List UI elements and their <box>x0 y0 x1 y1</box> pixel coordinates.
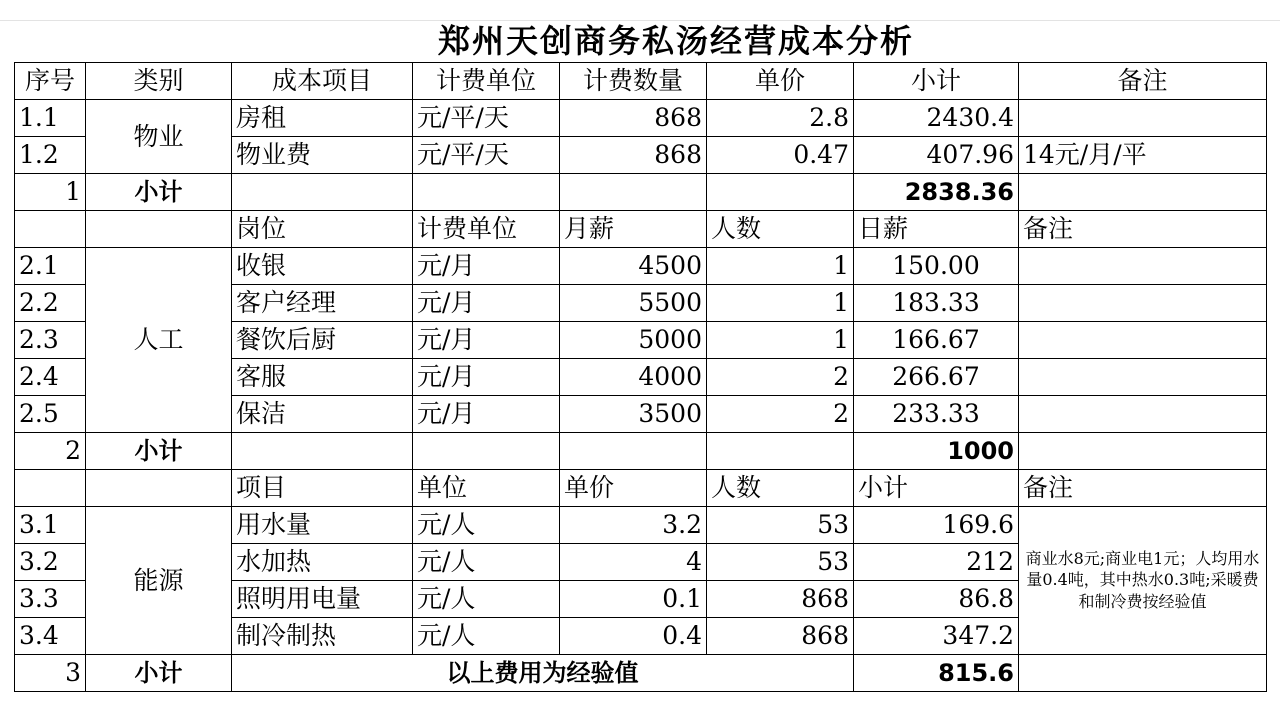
cell-unit[interactable]: 元/月 <box>413 358 560 395</box>
cell-no[interactable]: 3.4 <box>15 617 86 654</box>
cell-item[interactable]: 客户经理 <box>232 284 413 321</box>
cell-count[interactable]: 53 <box>707 543 854 580</box>
title-row <box>15 20 1267 62</box>
cell-empty[interactable] <box>1019 654 1267 691</box>
cell-no[interactable]: 3.3 <box>15 580 86 617</box>
table-row <box>15 247 1267 284</box>
cell-unit[interactable]: 元/人 <box>413 543 560 580</box>
cell-item[interactable]: 保洁 <box>232 395 413 432</box>
cell-count[interactable]: 1 <box>707 284 854 321</box>
cell-unit[interactable]: 元/人 <box>413 580 560 617</box>
cell-unit[interactable]: 元/月 <box>413 247 560 284</box>
cell-daily[interactable]: 166.67 <box>854 321 1019 358</box>
cell-item[interactable]: 制冷制热 <box>232 617 413 654</box>
subheader-remark[interactable]: 备注 <box>1019 210 1267 247</box>
header-remark[interactable]: 备注 <box>1019 62 1267 99</box>
summary-row <box>15 173 1267 210</box>
cell-summary-remark[interactable]: 以上费用为经验值 <box>232 654 854 691</box>
cell-remark[interactable] <box>1019 358 1267 395</box>
subheader-billing-unit[interactable]: 计费单位 <box>413 210 560 247</box>
cell-daily[interactable]: 233.33 <box>854 395 1019 432</box>
cell-no[interactable]: 1.1 <box>15 99 86 136</box>
cell-subtotal[interactable]: 407.96 <box>854 136 1019 173</box>
cell-qty[interactable]: 868 <box>560 136 707 173</box>
cell-count[interactable]: 2 <box>707 395 854 432</box>
table-row <box>15 99 1267 136</box>
cell-no[interactable]: 2.5 <box>15 395 86 432</box>
cell-price[interactable]: 4 <box>560 543 707 580</box>
cell-unit[interactable]: 元/月 <box>413 395 560 432</box>
sheet-top-gridline <box>0 0 1280 21</box>
cell-daily[interactable]: 266.67 <box>854 358 1019 395</box>
subheader-item[interactable]: 项目 <box>232 469 413 506</box>
cell-price[interactable]: 0.47 <box>707 136 854 173</box>
cell-price[interactable]: 0.4 <box>560 617 707 654</box>
cell-count[interactable]: 1 <box>707 247 854 284</box>
subheader-daily-salary[interactable]: 日薪 <box>854 210 1019 247</box>
cell-daily[interactable]: 183.33 <box>854 284 1019 321</box>
cell-empty[interactable] <box>232 173 413 210</box>
cell-no[interactable]: 2.4 <box>15 358 86 395</box>
cell-empty[interactable] <box>413 432 560 469</box>
cell-category-labor[interactable]: 人工 <box>86 247 232 432</box>
spreadsheet <box>14 20 1267 692</box>
cell-unit[interactable]: 元/人 <box>413 506 560 543</box>
cell-count[interactable]: 868 <box>707 580 854 617</box>
cell-item[interactable]: 房租 <box>232 99 413 136</box>
cell-price[interactable]: 2.8 <box>707 99 854 136</box>
cell-count[interactable]: 868 <box>707 617 854 654</box>
cell-item[interactable]: 收银 <box>232 247 413 284</box>
header-subtotal[interactable]: 小计 <box>854 62 1019 99</box>
cell-item[interactable]: 客服 <box>232 358 413 395</box>
subheader-subtotal[interactable]: 小计 <box>854 469 1019 506</box>
subheader-remark[interactable]: 备注 <box>1019 469 1267 506</box>
header-category[interactable]: 类别 <box>86 62 232 99</box>
cell-no[interactable]: 1 <box>15 173 86 210</box>
cell-unit[interactable]: 元/平/天 <box>413 99 560 136</box>
cell-no[interactable]: 2 <box>15 432 86 469</box>
cell-unit[interactable]: 元/平/天 <box>413 136 560 173</box>
cell-energy-note[interactable]: 商业水8元;商业电1元；人均用水量0.4吨，其中热水0.3吨;采暖费和制冷费按经验值 <box>1019 506 1267 654</box>
cell-salary[interactable]: 4000 <box>560 358 707 395</box>
cell-empty[interactable] <box>15 210 86 247</box>
cell-subtotal[interactable]: 86.8 <box>854 580 1019 617</box>
sheet-title[interactable]: 郑州天创商务私汤经营成本分析 <box>86 20 1267 62</box>
cell-empty[interactable] <box>413 173 560 210</box>
cell-no[interactable]: 2.2 <box>15 284 86 321</box>
cell-item[interactable]: 餐饮后厨 <box>232 321 413 358</box>
cell-salary[interactable]: 5000 <box>560 321 707 358</box>
header-cost-item[interactable]: 成本项目 <box>232 62 413 99</box>
cell-subtotal[interactable]: 212 <box>854 543 1019 580</box>
cell-unit[interactable]: 元/人 <box>413 617 560 654</box>
cell-summary-label[interactable]: 小计 <box>86 173 232 210</box>
subheader-unit-price[interactable]: 单价 <box>560 469 707 506</box>
cell-unit[interactable]: 元/月 <box>413 284 560 321</box>
cell-no[interactable]: 3.1 <box>15 506 86 543</box>
cell-salary[interactable]: 5500 <box>560 284 707 321</box>
cell-empty[interactable] <box>1019 173 1267 210</box>
cell-category-energy[interactable]: 能源 <box>86 506 232 654</box>
cell-summary-total[interactable]: 2838.36 <box>854 173 1019 210</box>
cell-remark[interactable] <box>1019 395 1267 432</box>
cell-no[interactable]: 1.2 <box>15 136 86 173</box>
cell-daily[interactable]: 150.00 <box>854 247 1019 284</box>
cell-summary-label[interactable]: 小计 <box>86 654 232 691</box>
summary-row <box>15 654 1267 691</box>
cell-price[interactable]: 3.2 <box>560 506 707 543</box>
cell-item[interactable]: 物业费 <box>232 136 413 173</box>
subheader-row <box>15 469 1267 506</box>
cell-empty[interactable] <box>560 173 707 210</box>
cell-count[interactable]: 53 <box>707 506 854 543</box>
cell-item[interactable]: 用水量 <box>232 506 413 543</box>
cell-count[interactable]: 1 <box>707 321 854 358</box>
cell-item[interactable]: 照明用电量 <box>232 580 413 617</box>
cell-no[interactable]: 2.3 <box>15 321 86 358</box>
cost-analysis-table <box>14 20 1267 692</box>
cell-empty[interactable] <box>15 469 86 506</box>
cell-empty[interactable] <box>560 432 707 469</box>
cell-unit[interactable]: 元/月 <box>413 321 560 358</box>
subheader-monthly-salary[interactable]: 月薪 <box>560 210 707 247</box>
cell-qty[interactable]: 868 <box>560 99 707 136</box>
cell-remark[interactable] <box>1019 321 1267 358</box>
cell-summary-total[interactable]: 815.6 <box>854 654 1019 691</box>
cell-count[interactable]: 2 <box>707 358 854 395</box>
cell-empty[interactable] <box>1019 432 1267 469</box>
header-billing-qty[interactable]: 计费数量 <box>560 62 707 99</box>
cell-subtotal[interactable]: 347.2 <box>854 617 1019 654</box>
cell-summary-total[interactable]: 1000 <box>854 432 1019 469</box>
cell-salary[interactable]: 3500 <box>560 395 707 432</box>
cell-no[interactable]: 3.2 <box>15 543 86 580</box>
header-no[interactable]: 序号 <box>15 62 86 99</box>
table-row <box>15 506 1267 543</box>
subheader-position[interactable]: 岗位 <box>232 210 413 247</box>
cell-empty[interactable] <box>86 469 232 506</box>
cell-remark[interactable] <box>1019 247 1267 284</box>
cell-empty[interactable] <box>707 173 854 210</box>
cell-category-property[interactable]: 物业 <box>86 99 232 173</box>
cell-remark[interactable] <box>1019 99 1267 136</box>
subheader-row <box>15 210 1267 247</box>
header-unit-price[interactable]: 单价 <box>707 62 854 99</box>
cell-remark[interactable] <box>1019 284 1267 321</box>
cell-no[interactable]: 2.1 <box>15 247 86 284</box>
cell-empty[interactable] <box>86 210 232 247</box>
cell-remark[interactable]: 14元/月/平 <box>1019 136 1267 173</box>
subheader-unit[interactable]: 单位 <box>413 469 560 506</box>
cell-item[interactable]: 水加热 <box>232 543 413 580</box>
cell-salary[interactable]: 4500 <box>560 247 707 284</box>
subheader-headcount[interactable]: 人数 <box>707 469 854 506</box>
summary-row <box>15 432 1267 469</box>
cell-summary-label[interactable]: 小计 <box>86 432 232 469</box>
cell-subtotal[interactable]: 2430.4 <box>854 99 1019 136</box>
subheader-headcount[interactable]: 人数 <box>707 210 854 247</box>
cell-subtotal[interactable]: 169.6 <box>854 506 1019 543</box>
header-billing-unit[interactable]: 计费单位 <box>413 62 560 99</box>
cell-price[interactable]: 0.1 <box>560 580 707 617</box>
cell-empty[interactable] <box>232 432 413 469</box>
header-row <box>15 62 1267 99</box>
cell-empty[interactable] <box>707 432 854 469</box>
cell-no[interactable]: 3 <box>15 654 86 691</box>
